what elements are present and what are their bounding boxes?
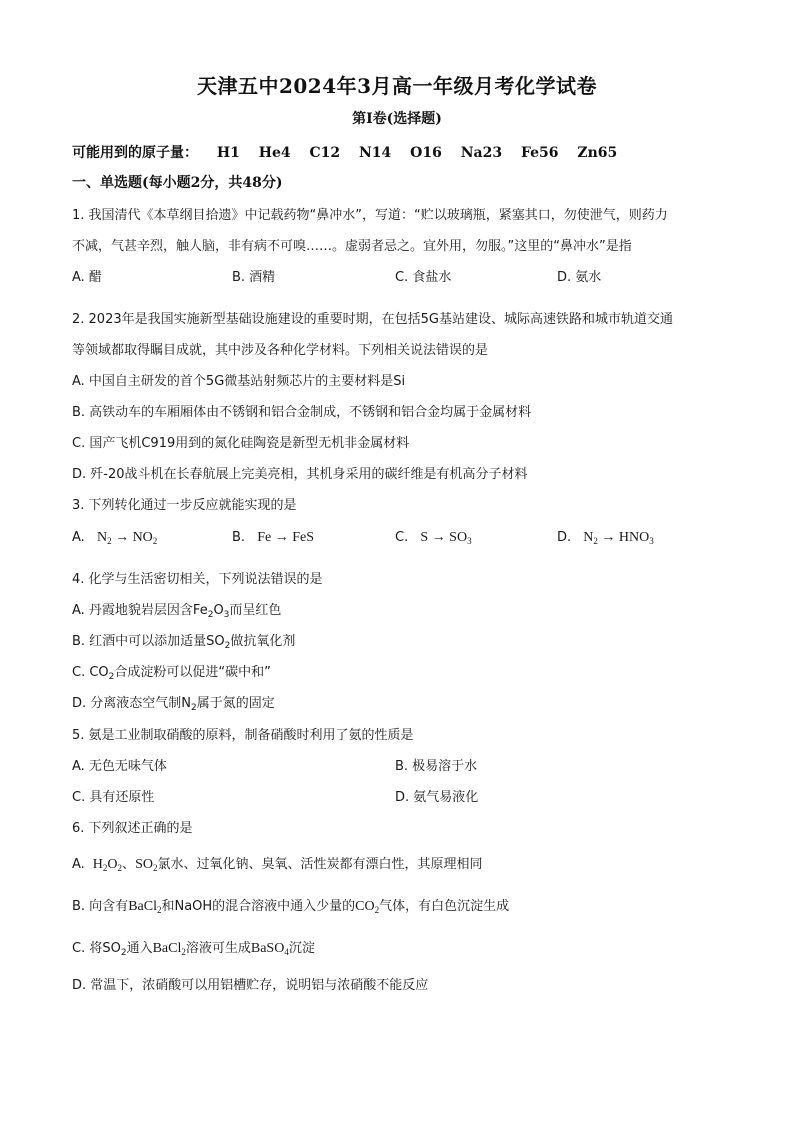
q4-option-b: B. 红酒中可以添加适量$SO_2$做抗氧化剂: [72, 634, 296, 651]
q6-option-a: A. $H_2O_2$、$SO_2$氯水、过氧化钠、臭氧、活性炭都有漂白性，其原理相同: [72, 857, 483, 873]
section-heading: 一、单选题(每小题2分，共48分): [72, 175, 283, 191]
q1-option-d: D. 氨水: [557, 270, 602, 285]
q1-option-a: A. 醋: [72, 270, 102, 285]
q6-option-a-formula2: $SO_2$: [135, 857, 158, 873]
atomic-mass-c: C12: [309, 145, 341, 161]
q6-option-c-formula1: BaCl$_2$: [152, 941, 186, 957]
q3-option-c-label: C.: [395, 530, 409, 545]
q3-option-c: [395, 530, 472, 546]
atomic-mass-o: O16: [410, 145, 442, 161]
atomic-mass-h: H1: [216, 145, 240, 161]
q2-stem-line1: 2. 2023年是我国实施新型基础设施建设的重要时期，在包括5G基站建设、城际高速铁路和城市轨道交通: [72, 312, 673, 327]
q3-option-d: [557, 530, 654, 546]
q3-option-b-formula: Fe → FeS: [257, 530, 314, 545]
q4-option-a: A. 丹霞地貌岩层因含$Fe_2O_3$而呈红色: [72, 603, 282, 620]
q5-stem: 5. 氨是工业制取硝酸的原料，制备硝酸时利用了氨的性质是: [72, 728, 414, 743]
q6-stem: 6. 下列叙述正确的是: [72, 821, 193, 836]
atomic-mass-he: He4: [258, 145, 291, 161]
q6-option-d: D. 常温下，浓硝酸可以用铝槽贮存，说明铝与浓硝酸不能反应: [72, 978, 429, 993]
page-title: 天津五中2024年3月高一年级月考化学试卷: [196, 74, 598, 98]
q1-option-c: C. 食盐水: [395, 270, 452, 285]
arrow-icon: →: [274, 530, 289, 545]
atomic-mass-n: N14: [358, 145, 392, 161]
q6-option-b: B. 向含有BaCl$_2$和NaOH的混合溶液中通入少量的$CO_2$气体，有白色沉淀生成: [72, 899, 510, 915]
q3-option-a: [72, 530, 157, 546]
q3-option-a-formula: $N_2 \to NO_2$: [96, 530, 158, 546]
arrow-icon: →: [431, 530, 446, 545]
atomic-mass-label: 可能用到的原子量：: [72, 145, 198, 161]
q6-option-b-formula1: BaCl$_2$: [128, 899, 162, 915]
q5-option-d: D. 氨气易液化: [395, 790, 479, 805]
q3-option-d-formula: $N_2 \to HNO_3$: [583, 530, 654, 546]
q2-option-c: C. 国产飞机C919用到的氮化硅陶瓷是新型无机非金属材料: [72, 436, 410, 451]
q5-option-c: C. 具有还原性: [72, 790, 155, 805]
q3-stem: 3. 下列转化通过一步反应就能实现的是: [72, 498, 297, 513]
q6-option-c: C. 将$SO_2$通入BaCl$_2$溶液可生成BaSO$_4$沉淀: [72, 941, 315, 958]
q3-option-b-label: B.: [232, 530, 246, 545]
q6-option-c-formula2: BaSO$_4$: [250, 941, 289, 957]
q3-option-d-label: D.: [557, 530, 572, 545]
section-volume-title: 第Ⅰ卷(选择题): [352, 111, 442, 127]
q1-stem-line1: 1. 我国清代《本草纲目拾遗》中记载药物“鼻冲水”，写道：“贮以玻璃瓶，紧塞其口，勿使泄气，则药力: [72, 208, 668, 223]
q3-option-a-label: A.: [72, 530, 85, 545]
q3-option-b: [232, 530, 314, 546]
q2-option-a: A. 中国自主研发的首个5G微基站射频芯片的主要材料是Si: [72, 374, 406, 389]
q5-option-b: B. 极易溶于水: [395, 759, 478, 774]
q2-stem-line2: 等领域都取得瞩目成就，其中涉及各种化学材料。下列相关说法错误的是: [72, 343, 489, 358]
q4-option-c: C. $CO_2$合成淀粉可以促进“碳中和”: [72, 665, 271, 682]
q1-option-b: B. 酒精: [232, 270, 276, 285]
arrow-icon: →: [115, 530, 130, 545]
q1-stem-line2: 不减，气甚辛烈，触人脑，非有病不可嗅……。虚弱者忌之。宜外用，勿服。”这里的“鼻冲水”是指: [72, 239, 632, 254]
atomic-mass-na: Na23: [460, 145, 503, 161]
q6-option-a-formula1: $H_2O_2$: [92, 857, 123, 873]
arrow-icon: →: [601, 530, 616, 545]
atomic-mass-fe: Fe56: [520, 145, 559, 161]
q4-stem: 4. 化学与生活密切相关，下列说法错误的是: [72, 572, 323, 587]
q2-option-d: D. 歼-20战斗机在长春航展上完美亮相，其机身采用的碳纤维是有机高分子材料: [72, 467, 528, 482]
q3-option-c-formula: $S \to SO_3$: [420, 530, 472, 546]
q5-option-a: A. 无色无味气体: [72, 759, 167, 774]
q4-option-d: D. 分离液态空气制$N_2$属于氮的固定: [72, 696, 275, 713]
q6-option-b-formula2: $CO_2$: [355, 899, 380, 915]
atomic-mass-line: [72, 142, 617, 162]
atomic-mass-zn: Zn65: [577, 145, 618, 161]
q2-option-b: B. 高铁动车的车厢厢体由不锈钢和铝合金制成，不锈钢和铝合金均属于金属材料: [72, 405, 532, 420]
